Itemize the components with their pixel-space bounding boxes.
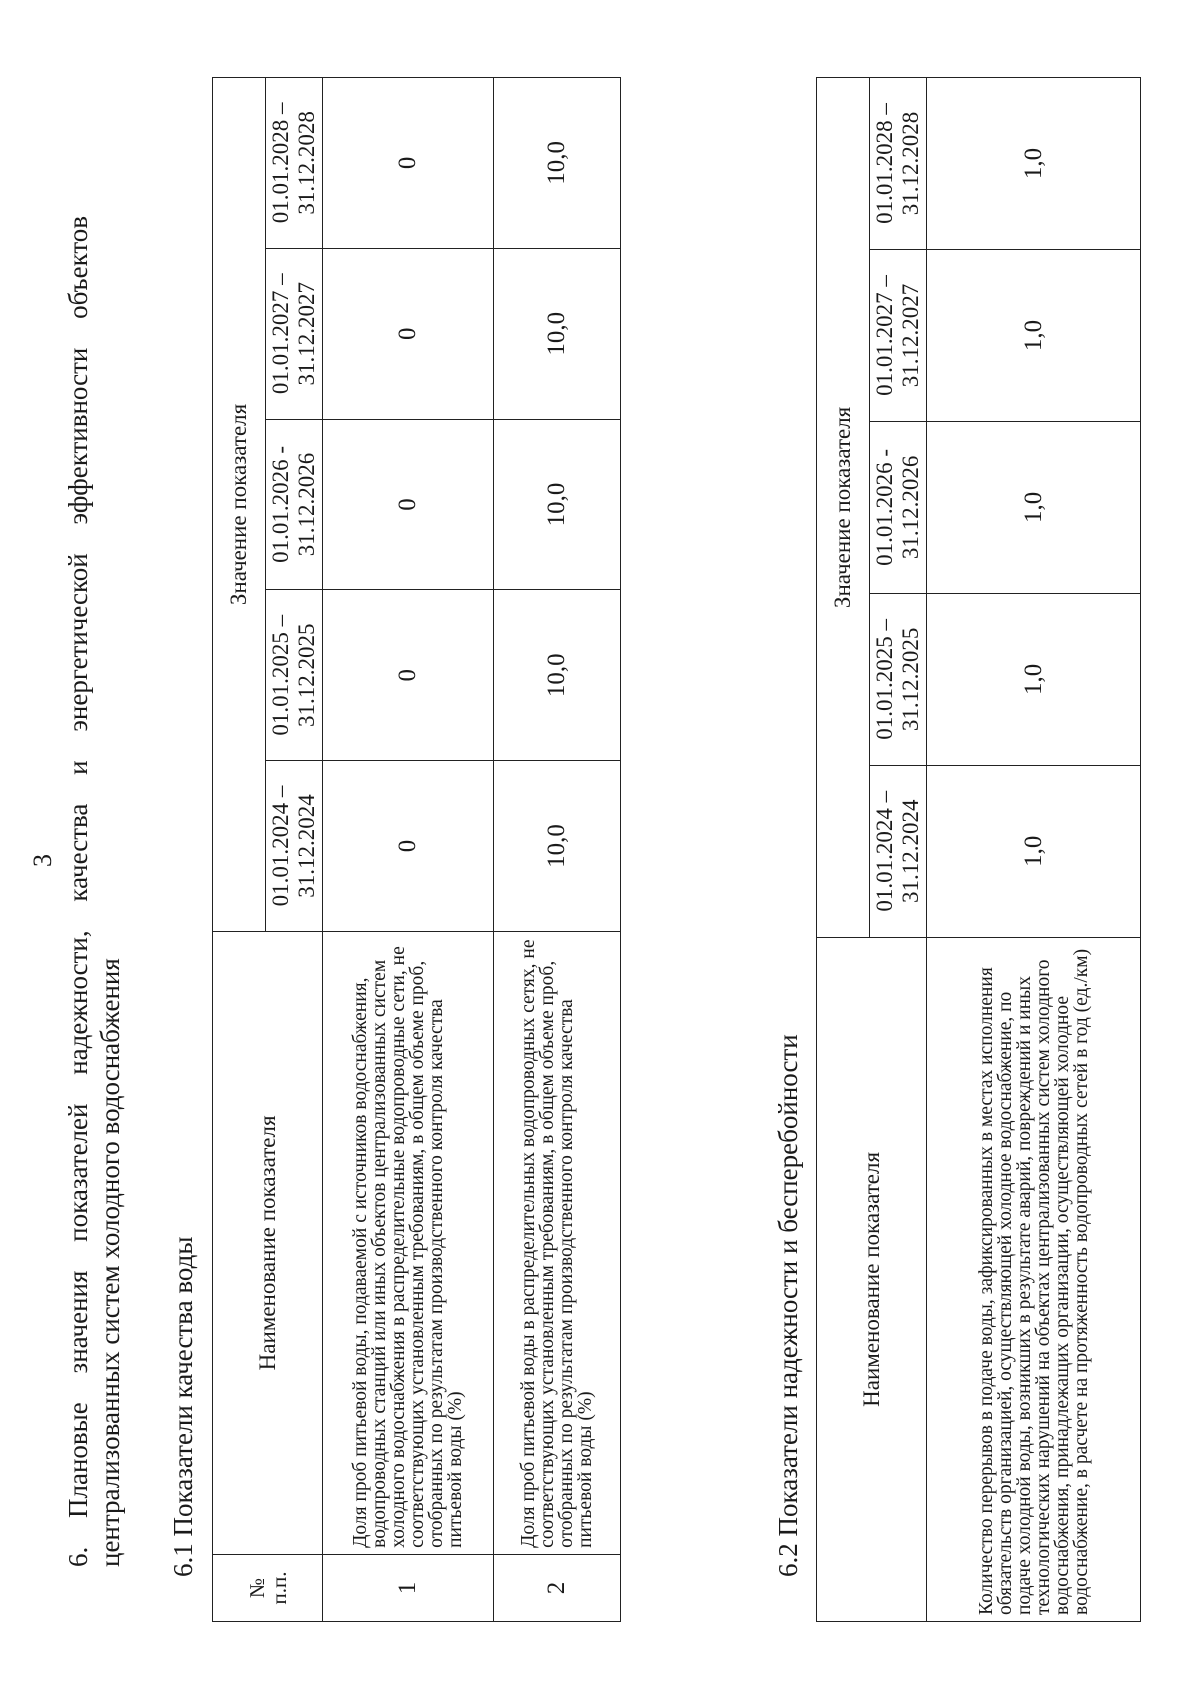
subsection-title-reliability: 6.2 Показатели надежности и бесперебойности xyxy=(773,1034,803,1577)
indicator-value: 1,0 xyxy=(927,593,1141,765)
page-number: 3 xyxy=(28,854,57,867)
col-header-num: № п.п. xyxy=(213,1554,323,1621)
heading-line-1: 6. Плановые значения показателей надежности, качества и энергетической эффективности объектов xyxy=(63,215,93,1567)
period-header: 01.01.2027 – 31.12.2027 xyxy=(266,248,323,419)
heading-line-2: централизованных систем холодного водоснабжения xyxy=(95,958,125,1567)
table-row xyxy=(927,78,1141,1622)
indicator-value: 10,0 xyxy=(494,590,621,761)
period-header: 01.01.2026 - 31.12.2026 xyxy=(870,421,927,593)
indicator-value: 1,0 xyxy=(927,421,1141,593)
period-header: 01.01.2026 - 31.12.2026 xyxy=(266,419,323,590)
indicator-value: 1,0 xyxy=(927,765,1141,937)
indicator-value: 10,0 xyxy=(494,78,621,249)
indicator-value: 0 xyxy=(323,590,494,761)
row-number: 2 xyxy=(494,1554,621,1621)
col-header-group: Значение показателя xyxy=(817,78,870,938)
col-header-name: Наименование показателя xyxy=(817,937,927,1621)
period-header: 01.01.2028 – 31.12.2028 xyxy=(870,78,927,250)
period-header: 01.01.2024 – 31.12.2024 xyxy=(266,761,323,932)
reliability-table xyxy=(816,77,1141,1622)
row-number: 1 xyxy=(323,1554,494,1621)
indicator-value: 10,0 xyxy=(494,761,621,932)
table-row xyxy=(494,78,621,1622)
col-header-group: Значение показателя xyxy=(213,78,266,932)
indicator-name: Количество перерывов в подаче воды, зафиксированных в местах исполнения обязательств организацией, осуществляющей холодное водоснабжение, по подаче холодной воды, возникших в результате аварий, повреждений и иных технологических нарушений на объектах централизованных систем холодного водоснабжения, принадлежащих организации, осуществляющей холодное водоснабжение, в расчете на протяженность водопроводных сетей в год (ед./км) xyxy=(927,937,1141,1621)
water-quality-table xyxy=(212,77,621,1622)
period-header: 01.01.2025 – 31.12.2025 xyxy=(266,590,323,761)
col-header-name: Наименование показателя xyxy=(213,931,323,1554)
indicator-value: 10,0 xyxy=(494,419,621,590)
indicator-value: 1,0 xyxy=(927,250,1141,422)
indicator-name: Доля проб питьевой воды в распределительных водопроводных сетях, не соответствующих установленным требованиям, в общем объеме проб, отобранных по результатам производственного контроля качества питьевой воды (%) xyxy=(494,931,621,1554)
section-heading xyxy=(62,127,126,1567)
indicator-value: 0 xyxy=(323,419,494,590)
subsection-title-water-quality: 6.1 Показатели качества воды xyxy=(168,1236,198,1577)
indicator-value: 10,0 xyxy=(494,248,621,419)
indicator-value: 0 xyxy=(323,761,494,932)
indicator-value: 0 xyxy=(323,78,494,249)
period-header: 01.01.2024 – 31.12.2024 xyxy=(870,765,927,937)
period-header: 01.01.2025 – 31.12.2025 xyxy=(870,593,927,765)
period-header: 01.01.2027 – 31.12.2027 xyxy=(870,250,927,422)
table-row xyxy=(323,78,494,1622)
indicator-value: 0 xyxy=(323,248,494,419)
indicator-name: Доля проб питьевой воды, подаваемой с источников водоснабжения, водопроводных станций или иных объектов централизованных систем холодного водоснабжения в распределительные водопроводные сети, не соответствующих установленным требованиям, в общем объеме проб, отобранных по результатам производственного контроля качества питьевой воды (%) xyxy=(323,931,494,1554)
indicator-value: 1,0 xyxy=(927,78,1141,250)
period-header: 01.01.2028 – 31.12.2028 xyxy=(266,78,323,249)
